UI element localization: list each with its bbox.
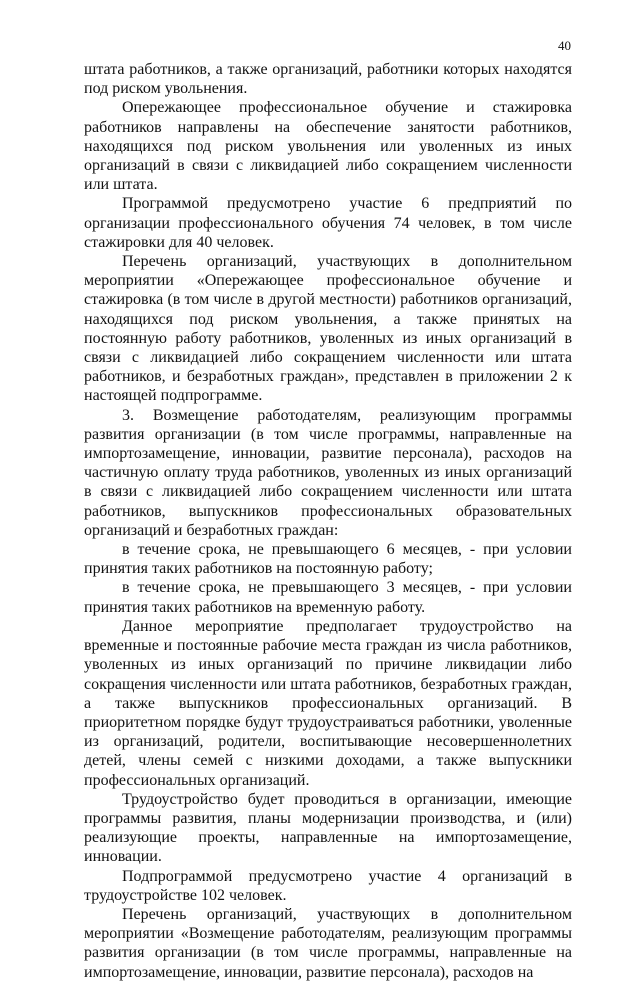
paragraph-measure-3: 3. Возмещение работодателям, реализующим программы развития организации (в том числе программы, направленные на импортозамещение, инновации, развитие персонала), расходов на частичную оплату труда работников, уволенных из иных организаций в связи с ликвидацией либо сокращением численности или штата работников, выпускников профессиональных образовательных организаций и безработных граждан: xyxy=(84,406,572,539)
paragraph-subprogram-participation: Подпрограммой предусмотрено участие 4 организаций в трудоустройстве 102 человек. xyxy=(84,867,572,904)
paragraph-program-participation: Программой предусмотрено участие 6 предприятий по организации профессионального обучения 74 человек, в том числе стажировки для 40 человек. xyxy=(84,195,572,251)
paragraph-measure-description: Данное мероприятие предполагает трудоустройство на временные и постоянные рабочие места граждан из числа работников, уволенных из иных организаций по причине ликвидации либо сокращения численности или штата работников, безработных граждан, а также выпускников профессиональных организаций. В приоритетном порядке будут трудоустраиваться работники, уволенные из организаций, родители, воспитывающие несовершеннолетних детей, члены семей с низкими доходами, а также выпускники профессиональных организаций. xyxy=(84,617,572,789)
document-body xyxy=(84,60,572,982)
paragraph-training-purpose: Опережающее профессиональное обучение и стажировка работников направлены на обеспечение занятости работников, находящихся под риском увольнения или уволенных из иных организаций в связи с ликвидацией либо сокращением численности или штата. xyxy=(84,99,572,194)
paragraph-condition-3-months: в течение срока, не превышающего 3 месяцев, - при условии принятия таких работников на временную работу. xyxy=(84,579,572,616)
paragraph-continuation: штата работников, а также организаций, работники которых находятся под риском увольнения. xyxy=(84,61,572,98)
paragraph-employment-organizations: Трудоустройство будет проводиться в организации, имеющие программы развития, планы модернизации производства, и (или) реализующие проекты, направленные на импортозамещение, инновации. xyxy=(84,790,572,866)
paragraph-condition-6-months: в течение срока, не превышающего 6 месяцев, - при условии принятия таких работников на постоянную работу; xyxy=(84,541,572,578)
paragraph-organizations-list-continued: Перечень организаций, участвующих в дополнительном мероприятии «Возмещение работодателям, реализующим программы развития организации (в том числе программы, направленные на импортозамещение, инновации, развитие персонала), расходов на xyxy=(84,905,572,981)
paragraph-organizations-list-ref: Перечень организаций, участвующих в дополнительном мероприятии «Опережающее профессиональное обучение и стажировка (в том числе в другой местности) работников организаций, находящихся под риском увольнения, а также принятых на постоянную работу работников, уволенных из иных организаций в связи с ликвидацией либо сокращением численности или штата работников, и безработных граждан», представлен в приложении 2 к настоящей подпрограмме. xyxy=(84,253,572,405)
page-number: 40 xyxy=(558,38,571,53)
